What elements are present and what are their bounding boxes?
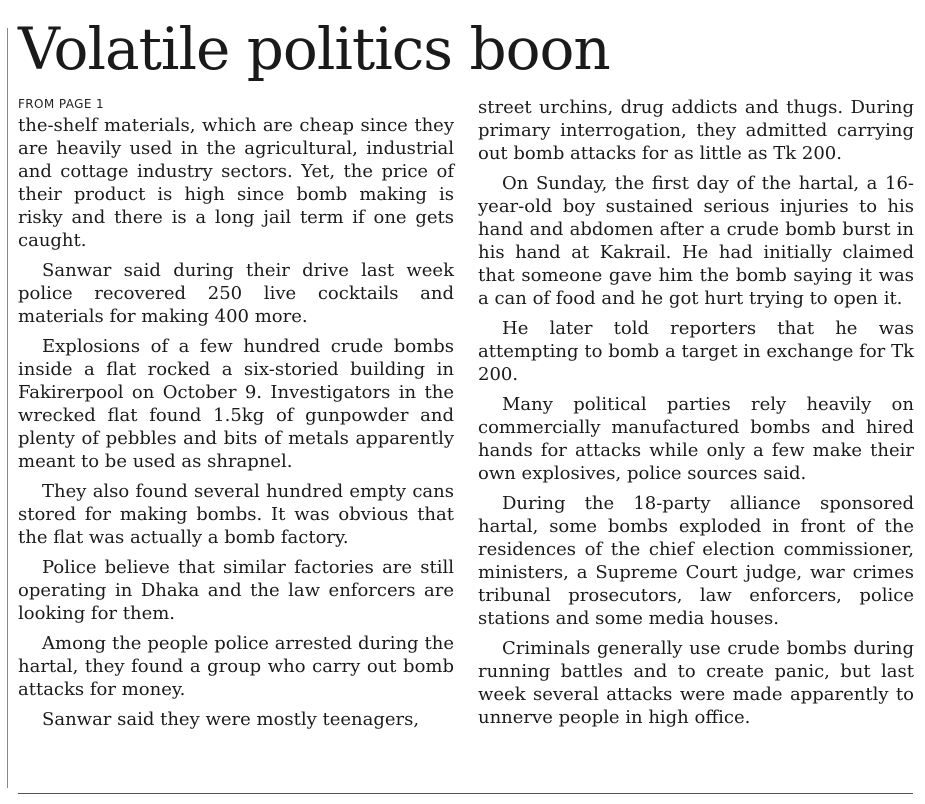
paragraph: Many political parties rely heavily on commercially manufactured bombs and hired hands for attacks while only a few make their own explosives, police sources said. <box>478 394 914 484</box>
paragraph: Sanwar said during their drive last week police recovered 250 live cocktails and materials for making 400 more. <box>18 260 454 327</box>
paragraph: They also found several hundred empty cans stored for making bombs. It was obvious that the flat was actually a bomb factory. <box>18 481 454 548</box>
article-column-left <box>18 96 454 738</box>
continuation-kicker: FROM PAGE 1 <box>18 97 105 111</box>
paragraph: Police believe that similar factories are still operating in Dhaka and the law enforcers are looking for them. <box>18 557 454 624</box>
paragraph: On Sunday, the first day of the hartal, a 16-year-old boy sustained serious injuries to his hand and abdomen after a crude bomb burst in his hand at Kakrail. He had initially claimed that someone gave him the bomb saying it was a can of food and he got hurt trying to open it. <box>478 173 914 309</box>
paragraph: the-shelf materials, which are cheap since they are heavily used in the agricultural, industrial and cottage industry sectors. Yet, the price of their product is high since bomb making is risky and there is a long jail term if one gets caught. <box>18 115 454 251</box>
paragraph: street urchins, drug addicts and thugs. During primary interrogation, they admitted carrying out bomb attacks for as little as Tk 200. <box>478 97 914 164</box>
bottom-rule <box>18 793 913 794</box>
paragraph: Criminals generally use crude bombs during running battles and to create panic, but last week several attacks were made apparently to unnerve people in high office. <box>478 638 914 728</box>
article-column-right <box>478 96 914 736</box>
paragraph: He later told reporters that he was attempting to bomb a target in exchange for Tk 200. <box>478 318 914 385</box>
paragraph: During the 18-party alliance sponsored hartal, some bombs exploded in front of the residences of the chief election commissioner, ministers, a Supreme Court judge, war crimes tribunal prosecutors, law enforcers, police stations and some media houses. <box>478 493 914 629</box>
column-rule <box>7 28 8 788</box>
headline: Volatile politics boon <box>18 15 610 83</box>
paragraph: Explosions of a few hundred crude bombs inside a flat rocked a six-storied building in Fakirerpool on October 9. Investigators in the wrecked flat found 1.5kg of gunpowder and plenty of pebbles and bits of metals apparently meant to be used as shrapnel. <box>18 336 454 472</box>
paragraph: Among the people police arrested during the hartal, they found a group who carry out bomb attacks for money. <box>18 633 454 700</box>
paragraph: Sanwar said they were mostly teenagers, <box>42 709 420 730</box>
